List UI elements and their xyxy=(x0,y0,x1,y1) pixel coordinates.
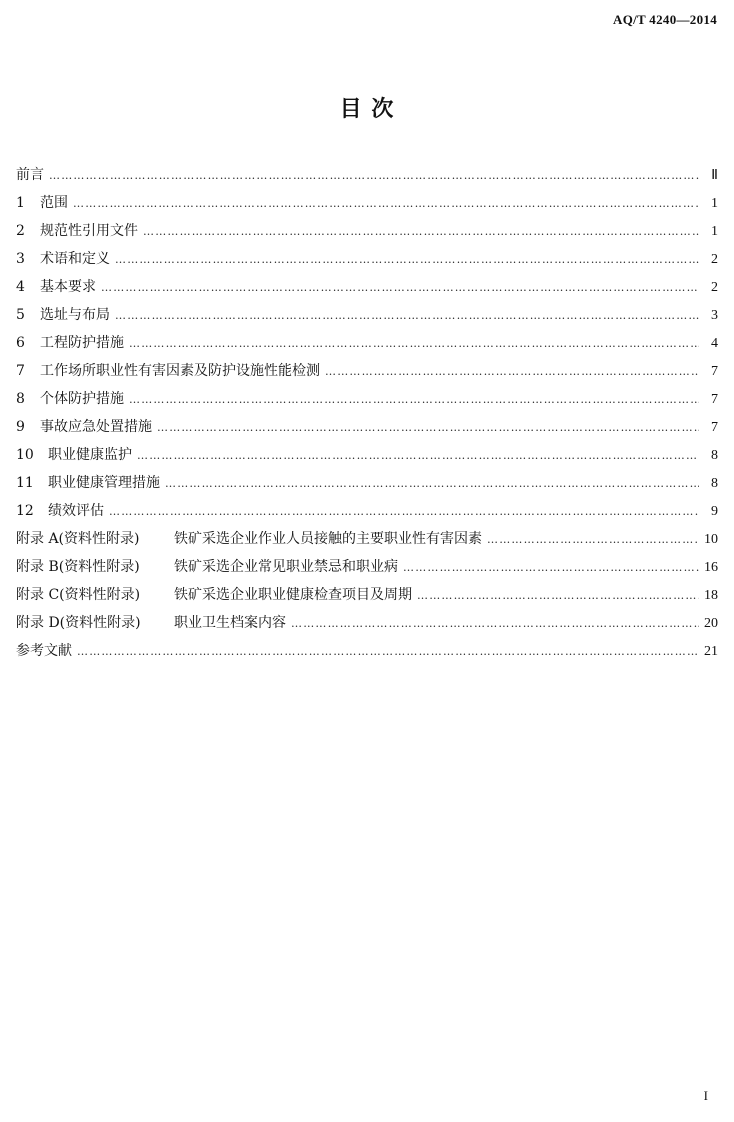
toc-page: 8 xyxy=(711,476,718,491)
toc-label: 工作场所职业性有害因素及防护设施性能检测 xyxy=(40,363,320,379)
toc-label: 铁矿采选企业职业健康检查项目及周期 xyxy=(174,587,412,603)
toc-label: 规范性引用文件 xyxy=(40,223,138,239)
toc-page: 2 xyxy=(711,280,718,295)
leader-dots xyxy=(291,617,699,630)
toc-page: 20 xyxy=(704,616,718,631)
toc-entry[interactable] xyxy=(16,388,718,416)
toc-entry[interactable] xyxy=(16,276,718,304)
leader-dots xyxy=(325,365,699,378)
leader-dots xyxy=(129,337,699,350)
toc-label: 工程防护措施 xyxy=(40,335,124,351)
leader-dots xyxy=(115,309,699,322)
appendix-prefix: 附录 B(资料性附录) xyxy=(16,559,140,575)
toc-page: 8 xyxy=(711,448,718,463)
toc-page: 18 xyxy=(704,588,718,603)
leader-dots xyxy=(137,449,699,462)
toc-page: 16 xyxy=(704,560,718,575)
toc-label: 选址与布局 xyxy=(40,307,110,323)
toc-label: 职业健康监护 xyxy=(48,447,132,463)
leader-dots xyxy=(101,281,699,294)
leader-dots xyxy=(129,393,699,406)
toc-entry[interactable] xyxy=(16,500,718,528)
appendix-prefix: 附录 C(资料性附录) xyxy=(16,587,141,603)
toc-number: 4 xyxy=(16,279,25,295)
leader-dots xyxy=(143,225,699,238)
leader-dots xyxy=(487,533,699,546)
toc-number: 3 xyxy=(16,251,25,267)
toc-label: 事故应急处置措施 xyxy=(40,419,152,435)
toc-label: 个体防护措施 xyxy=(40,391,124,407)
toc-page: 7 xyxy=(711,420,718,435)
toc-page: 2 xyxy=(711,252,718,267)
leader-dots xyxy=(403,561,699,574)
appendix-prefix: 附录 A(资料性附录) xyxy=(16,531,140,547)
toc-page: 3 xyxy=(711,308,718,323)
toc-number: 6 xyxy=(16,335,25,351)
toc-entry-appendix[interactable] xyxy=(16,584,718,612)
toc-page: 10 xyxy=(704,532,718,547)
toc-entry[interactable] xyxy=(16,192,718,220)
toc-entry[interactable] xyxy=(16,304,718,332)
toc-number: 12 xyxy=(16,503,34,519)
leader-dots xyxy=(77,645,699,658)
toc-entry-appendix[interactable] xyxy=(16,612,718,640)
toc-label: 参考文献 xyxy=(16,643,72,659)
toc-label: 绩效评估 xyxy=(48,503,104,519)
toc-page: 9 xyxy=(711,504,718,519)
toc-entry[interactable] xyxy=(16,220,718,248)
leader-dots xyxy=(165,477,699,490)
toc-page: 1 xyxy=(711,224,718,239)
table-of-contents xyxy=(16,164,718,668)
toc-number: 7 xyxy=(16,363,25,379)
page-number: I xyxy=(703,1088,708,1103)
toc-number: 8 xyxy=(16,391,25,407)
toc-entry[interactable] xyxy=(16,416,718,444)
toc-page: 1 xyxy=(711,196,718,211)
toc-entry-appendix[interactable] xyxy=(16,556,718,584)
leader-dots xyxy=(49,169,699,182)
toc-entry[interactable] xyxy=(16,248,718,276)
toc-label: 基本要求 xyxy=(40,279,96,295)
toc-number: 10 xyxy=(16,447,34,463)
toc-entry[interactable] xyxy=(16,332,718,360)
page-title: 目 次 xyxy=(339,97,395,122)
toc-page: 21 xyxy=(704,644,718,659)
toc-page: 7 xyxy=(711,364,718,379)
leader-dots xyxy=(73,197,699,210)
toc-entry-preface[interactable] xyxy=(16,164,718,192)
toc-entry[interactable] xyxy=(16,444,718,472)
toc-number: 9 xyxy=(16,419,25,435)
toc-label: 铁矿采选企业作业人员接触的主要职业性有害因素 xyxy=(174,531,482,547)
toc-label: 职业健康管理措施 xyxy=(48,475,160,491)
appendix-prefix: 附录 D(资料性附录) xyxy=(16,615,141,631)
toc-entry[interactable] xyxy=(16,360,718,388)
toc-entry[interactable] xyxy=(16,472,718,500)
toc-label: 铁矿采选企业常见职业禁忌和职业病 xyxy=(174,559,398,575)
toc-label: 前言 xyxy=(16,167,44,183)
leader-dots xyxy=(109,505,699,518)
toc-label: 职业卫生档案内容 xyxy=(174,615,286,631)
toc-number: 1 xyxy=(16,195,25,211)
leader-dots xyxy=(417,589,699,602)
toc-page: Ⅱ xyxy=(711,168,718,183)
leader-dots xyxy=(157,421,699,434)
toc-label: 范围 xyxy=(40,195,68,211)
toc-number: 2 xyxy=(16,223,25,239)
toc-label: 术语和定义 xyxy=(40,251,110,267)
toc-number: 11 xyxy=(16,475,34,491)
toc-page: 7 xyxy=(711,392,718,407)
toc-entry-appendix[interactable] xyxy=(16,528,718,556)
toc-number: 5 xyxy=(16,307,25,323)
toc-entry-references[interactable] xyxy=(16,640,718,668)
toc-page: 4 xyxy=(711,336,718,351)
leader-dots xyxy=(115,253,699,266)
standard-code: AQ/T 4240—2014 xyxy=(613,12,717,27)
